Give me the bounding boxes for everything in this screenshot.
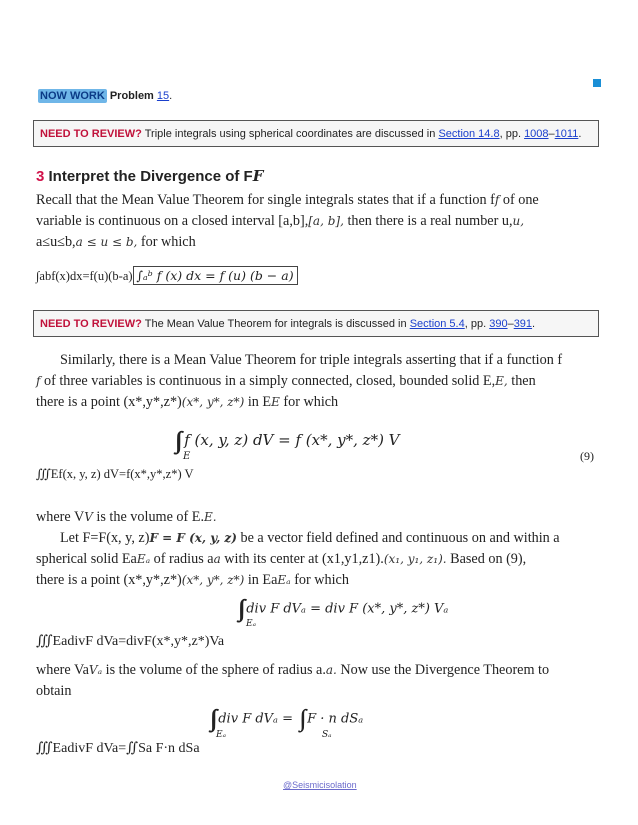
equation-11-text: ∭EadivF dVa=∬Sa F·n dSa bbox=[36, 741, 200, 756]
equation-10-display: ∫∫∫ div F dVₐ = div F (x*, y*, z*) Vₐ Eₐ bbox=[238, 596, 449, 629]
section-title: Interpret the Divergence of F bbox=[48, 168, 253, 185]
page-link[interactable]: 1011 bbox=[554, 128, 579, 140]
mvt-equation-render: ∫ₐᵇ f (x) dx = f (u) (b − a) bbox=[133, 266, 298, 285]
section-title-math: F bbox=[252, 167, 264, 185]
mvt-equation: ∫abf(x)dx=f(u)(b-a) ∫ₐᵇ f (x) dx = f (u) (b − a) bbox=[36, 268, 298, 284]
review-tag: NEED TO REVIEW? bbox=[40, 318, 142, 330]
equation-9-display: ∫∫∫ f (x, y, z) dV = f (x*, y*, z*) V E bbox=[175, 428, 400, 462]
page-link[interactable]: 391 bbox=[513, 318, 533, 330]
corner-marker bbox=[593, 79, 601, 87]
review-box-spherical: NEED TO REVIEW? Triple integrals using spherical coordinates are discussed in Section 14.8, pp. 1008–1011. bbox=[33, 120, 599, 147]
paragraph-divergence: where VaVₐ is the volume of the sphere of radius a.a. Now use the Divergence Theorem to obtain bbox=[36, 662, 550, 699]
review-box-mvt: NEED TO REVIEW? The Mean Value Theorem for integrals is discussed in Section 5.4, pp. 390–391. bbox=[33, 310, 599, 337]
page-link[interactable]: 390 bbox=[489, 318, 508, 330]
section-number: 3 bbox=[36, 168, 45, 185]
paragraph-mvt: Recall that the Mean Value Theorem for single integrals states that if a function ff of one variable is continuous on a closed interval [a,b],[a, b], then there is a real number u,u, a≤u≤b,a ≤ u ≤ b, for which bbox=[36, 192, 539, 250]
now-work-badge: NOW WORK bbox=[40, 90, 105, 102]
section-heading bbox=[36, 167, 263, 185]
review-text: The Mean Value Theorem for integrals is discussed in bbox=[144, 318, 407, 330]
equation-number: (9) bbox=[580, 449, 594, 463]
problem-label: Problem bbox=[109, 90, 154, 102]
section-link[interactable]: Section 14.8 bbox=[438, 128, 500, 140]
page-link[interactable]: 1008 bbox=[524, 128, 549, 140]
review-text: Triple integrals using spherical coordinates are discussed in bbox=[144, 128, 436, 140]
equation-10-text: ∭EadivF dVa=divF(x*,y*,z*)Va bbox=[36, 634, 225, 649]
section-link[interactable]: Section 5.4 bbox=[409, 318, 465, 330]
problem-link[interactable]: 15 bbox=[156, 90, 170, 102]
equation-11-display: ∫∫∫ div F dVₐ = ∫∫ F · n dSₐ Eₐ Sₐ bbox=[210, 706, 364, 740]
now-work-line: NOW WORK Problem 15. bbox=[40, 90, 173, 102]
footer-credit[interactable]: @Seismicisolation bbox=[283, 780, 357, 790]
review-tag: NEED TO REVIEW? bbox=[40, 128, 142, 140]
equation-9-text: ∭Ef(x, y, z) dV=f(x*,y*,z*) V bbox=[36, 467, 194, 481]
paragraph-vector-field: where VV is the volume of E.E. Let F=F(x, y, z)F = F (x, y, z) be a vector field defined and continuous on and within a spherical solid EaEₐ of radius aa with its center at (x1,y1,z1).(x₁, y₁, z₁). Based on (9), there is a point (x*,y*,z*)(x*, y*, z*) in EaEₐ for which bbox=[36, 509, 560, 588]
paragraph-triple-mvt: Similarly, there is a Mean Value Theorem for triple integrals asserting that if a function f f of three variables is continuous in a simply connected, closed, bounded solid E,E, then there is a point (x*,y*,z*)(x*, y*, z*) in EE for which bbox=[36, 352, 563, 410]
